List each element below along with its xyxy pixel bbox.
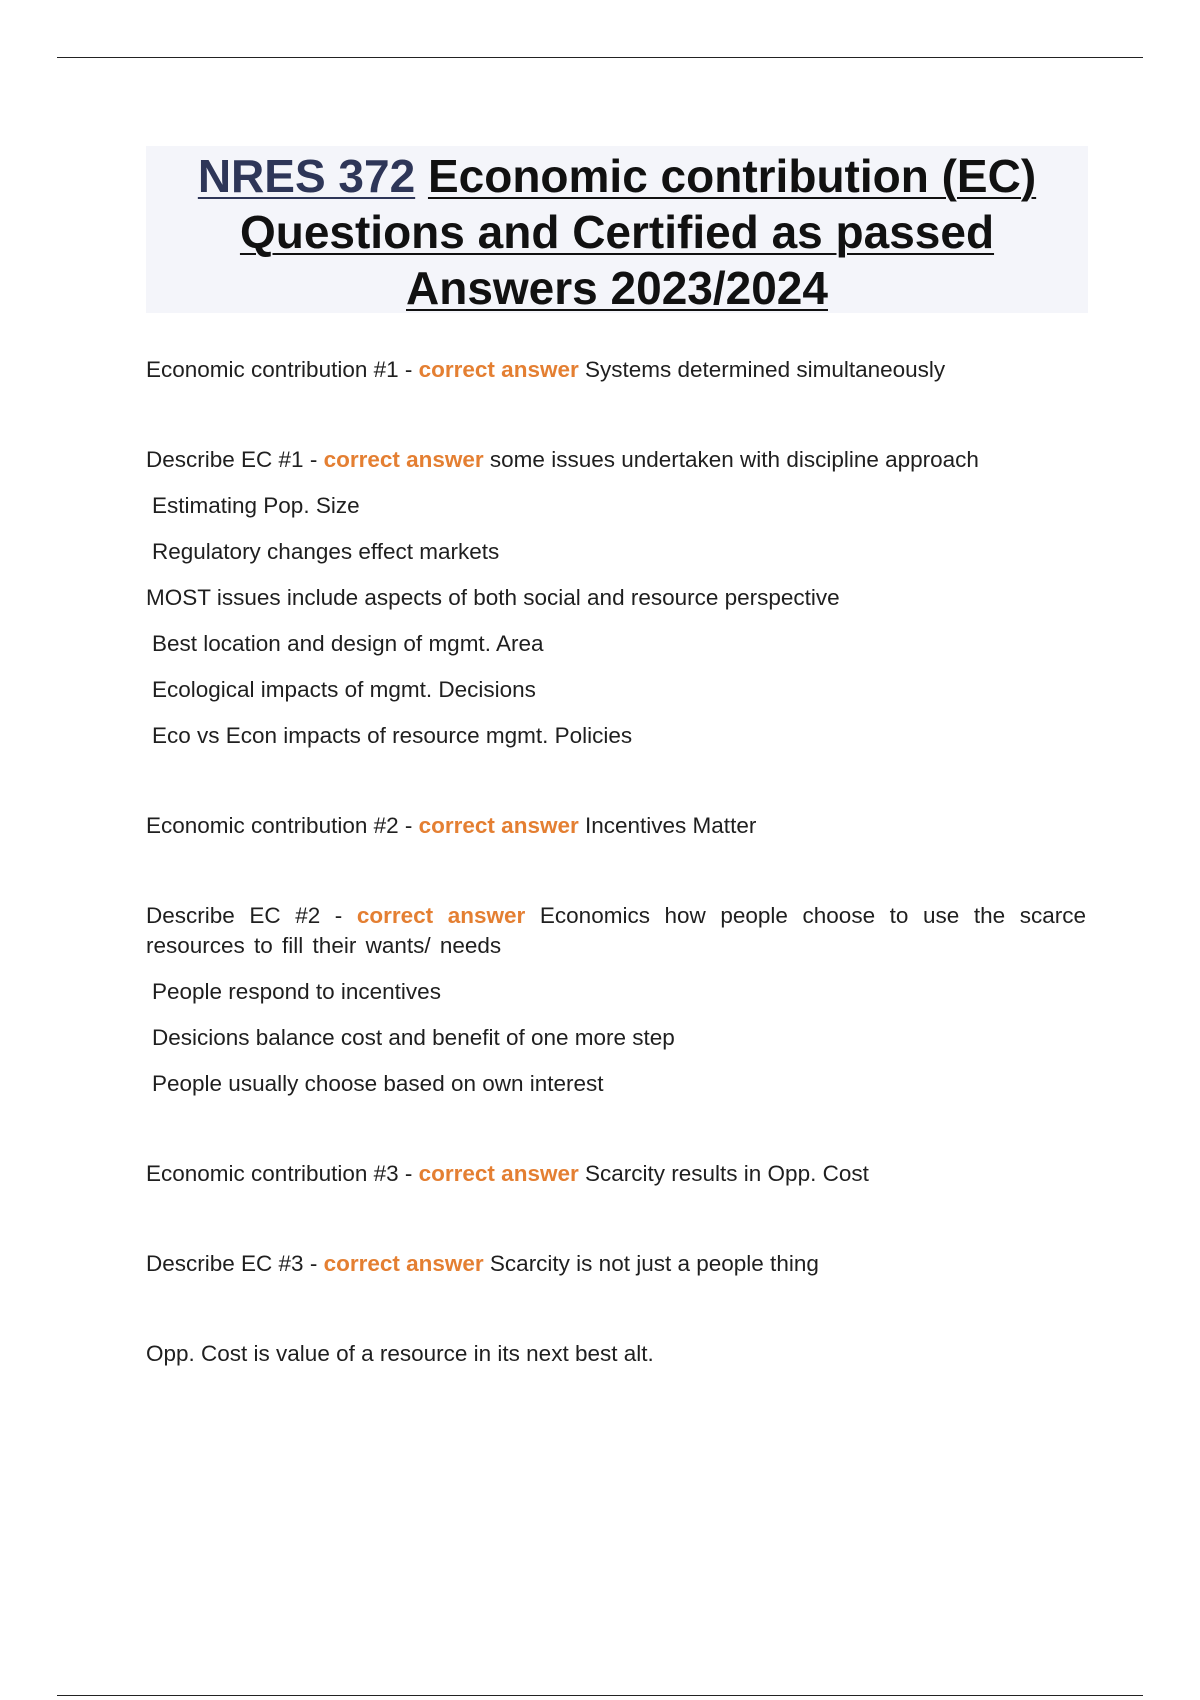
title-line-3: Answers 2023/2024 — [406, 262, 828, 314]
answer-line: People respond to incentives — [152, 979, 441, 1004]
correct-answer-label: correct answer — [323, 1251, 484, 1276]
qa-content — [146, 355, 1086, 1369]
answer-line: Eco vs Econ impacts of resource mgmt. Policies — [152, 723, 633, 748]
qa-item-1 — [146, 355, 1086, 385]
answer-line: Best location and design of mgmt. Area — [152, 631, 544, 656]
answer-text: Scarcity results in Opp. Cost — [585, 1161, 869, 1186]
qa-item-4 — [146, 901, 1086, 961]
qa-item-2 — [146, 445, 1086, 475]
title-line-1: Economic contribution (EC) — [427, 150, 1037, 202]
answer-line: Estimating Pop. Size — [152, 493, 360, 518]
question-text: Describe EC #3 - — [146, 1251, 324, 1276]
top-rule — [57, 57, 1143, 58]
qa-item-6 — [146, 1249, 1086, 1279]
course-code: NRES 372 — [197, 150, 416, 202]
question-text: Economic contribution #3 - — [146, 1161, 419, 1186]
question-text: Economic contribution #2 - — [146, 813, 419, 838]
answer-text: Scarcity is not just a people thing — [489, 1251, 819, 1276]
bottom-rule — [57, 1695, 1143, 1696]
answer-text: Systems determined simultaneously — [585, 357, 946, 382]
title-line-2: Questions and Certified as passed — [239, 206, 995, 258]
correct-answer-label: correct answer — [418, 813, 579, 838]
question-text: Economic contribution #1 - — [146, 357, 419, 382]
answer-text: Economics how people choose to use the scarce resources to fill their wants/ needs — [146, 903, 1086, 958]
answer-line: Opp. Cost is value of a resource in its next best alt. — [146, 1341, 654, 1366]
qa-item-5 — [146, 1159, 1086, 1189]
document-title — [146, 146, 1088, 316]
answer-line: Ecological impacts of mgmt. Decisions — [152, 677, 536, 702]
answer-text: some issues undertaken with discipline approach — [489, 447, 979, 472]
correct-answer-label: correct answer — [418, 1161, 579, 1186]
answer-line: Desicions balance cost and benefit of one more step — [152, 1025, 675, 1050]
answer-line: MOST issues include aspects of both social and resource perspective — [146, 585, 840, 610]
qa-item-3 — [146, 811, 1086, 841]
answer-text: Incentives Matter — [585, 813, 757, 838]
correct-answer-label: correct answer — [418, 357, 579, 382]
answer-line: Regulatory changes effect markets — [152, 539, 500, 564]
correct-answer-label: correct answer — [323, 447, 484, 472]
correct-answer-label: correct answer — [356, 903, 526, 928]
answer-line: People usually choose based on own interest — [152, 1071, 604, 1096]
question-text: Describe EC #2 - — [146, 903, 357, 928]
title-banner — [146, 146, 1088, 313]
question-text: Describe EC #1 - — [146, 447, 324, 472]
